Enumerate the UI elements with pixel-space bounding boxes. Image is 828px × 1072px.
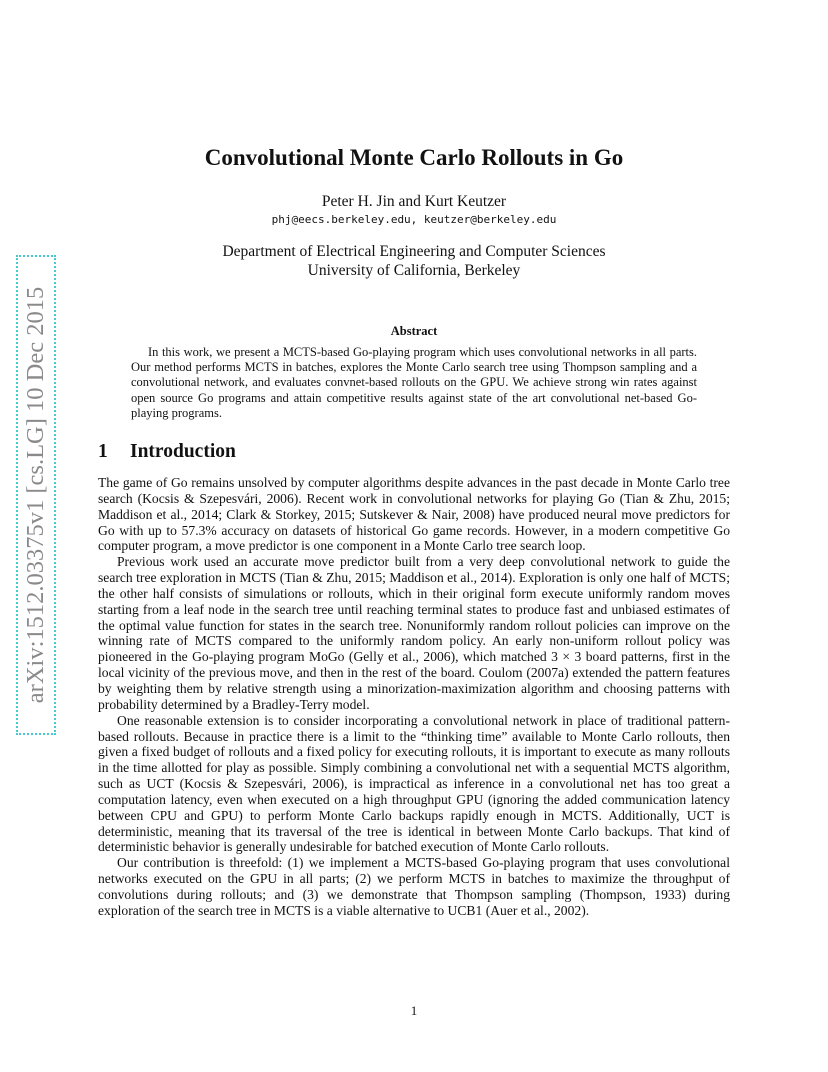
page-number: 1 [410,1003,418,1018]
paragraph: One reasonable extension is to consider incorporating a convolutional network in place of traditional pattern-based rollouts. Because in practice there is a limit to the “thinking time” available to Monte Carlo rollouts, then given a fixed budget of rollouts and a fixed policy for executing rollouts, it is important to execute as many rollouts in the time allotted for play as possible. Simply combining a convolutional net with a sequential MCTS algorithm, such as UCT (Kocsis & Szepesvári, 2006), is impractical as inference in a convolutional net has too great a computation latency, even when executed on a high throughput GPU (ignoring the added communication latency between CPU and GPU) to perform Monte Carlo backups rapidly enough in MCTS. Additionally, UCT is deterministic, meaning that its traversal of the tree is identical in between Monte Carlo backups. That kind of deterministic behavior is generally undesirable for batched execution of Monte Carlo rollouts. [98,712,730,855]
paragraph: Our contribution is threefold: (1) we implement a MCTS-based Go-playing program that uses convolutional networks executed on the GPU in all parts; (2) we perform MCTS in batches to maximize the throughput of convolutions during rollouts; and (3) we demonstrate that Thompson sampling (Thompson, 1933) during exploration of the search tree in MCTS is a viable alternative to UCB1 (Auer et al., 2002). [98,855,730,918]
paper-title: Convolutional Monte Carlo Rollouts in Go [204,145,624,170]
affiliation-department: Department of Electrical Engineering and Computer Sciences [222,243,606,260]
abstract-text: In this work, we present a MCTS-based Go-playing program which uses convolutional networks in all parts. Our method performs MCTS in batches, explores the Monte Carlo search tree using Thompson sampling and a convolutional network, and evaluates convnet-based rollouts on the GPU. We achieve strong win rates against open source Go programs and attain competitive results against state of the art convolutional net-based Go-playing programs. [131,345,697,420]
section-number: 1 [98,441,108,462]
author-names: Peter H. Jin and Kurt Keutzer [321,193,507,210]
section-title: Introduction [130,441,236,462]
author-emails: phj@eecs.berkeley.edu, keutzer@berkeley.edu [271,213,557,226]
paragraph: Previous work used an accurate move predictor built from a very deep convolutional network to guide the search tree exploration in MCTS (Tian & Zhu, 2015; Maddison et al., 2014). Exploration is only one half of MCTS; the other half consists of simulations or rollouts, which in their original form execute uniformly random moves starting from a leaf node in the search tree until reaching terminal states to produce fast and unbiased estimates of the optimal value function for states in the search tree. Nonuniformly random rollout policies can improve on the winning rate of MCTS compared to the uniformly random policy. An early non-uniform rollout policy was pioneered in the Go-playing program MoGo (Gelly et al., 2006), which matched 3 × 3 board patterns, first in the local vicinity of the previous move, and then in the rest of the board. Coulom (2007a) extended the pattern features by weighting them by relative strength using a minorization-maximization algorithm and choosing patterns with probability determined by a Bradley-Terry model. [98,554,730,712]
paragraph: The game of Go remains unsolved by computer algorithms despite advances in the past decade in Monte Carlo tree search (Kocsis & Szepesvári, 2006). Recent work in convolutional networks for playing Go (Tian & Zhu, 2015; Maddison et al., 2014; Clark & Storkey, 2015; Sutskever & Nair, 2008) have produced neural move predictors for Go with up to 57.3% accuracy on datasets of historical Go game records. However, in a modern competitive Go computer program, a move predictor is one component in a Monte Carlo tree search loop. [98,475,730,554]
affiliation-university: University of California, Berkeley [307,262,521,279]
introduction-body [98,475,730,919]
abstract-heading: Abstract [390,324,438,338]
section-heading [98,441,236,463]
arxiv-identifier[interactable]: arXiv:1512.03375v1 [cs.LG] 10 Dec 2015 [22,286,49,704]
